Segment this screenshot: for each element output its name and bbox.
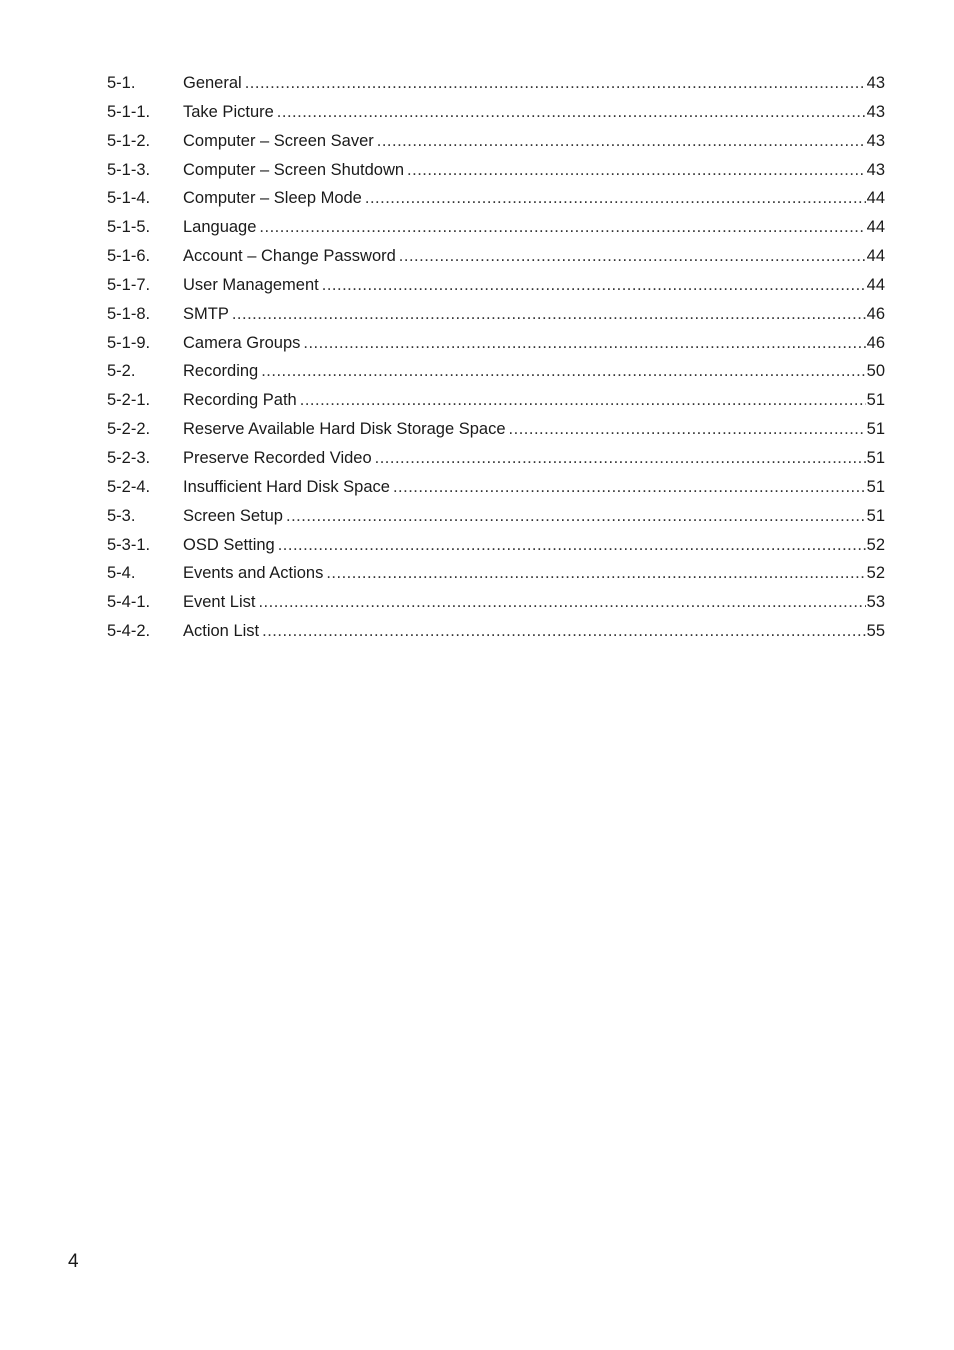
toc-entry-number: 5-2-3. — [107, 448, 151, 467]
toc-entry-number: 5-1-8. — [107, 304, 151, 323]
table-of-contents — [107, 69, 885, 646]
toc-entry-number: 5-2-4. — [107, 477, 151, 496]
toc-entry-number: 5-1-7. — [107, 275, 151, 294]
toc-entry-page: 43 — [866, 160, 885, 179]
toc-entry-page: 51 — [866, 448, 885, 467]
toc-entry-page: 44 — [866, 247, 885, 266]
toc-dot-leader — [509, 415, 866, 444]
toc-entry[interactable] — [107, 444, 885, 473]
toc-entry-number: 5-3. — [107, 506, 136, 525]
toc-entry[interactable] — [107, 156, 885, 185]
toc-entry-number: 5-1-4. — [107, 189, 151, 208]
toc-entry-page: 55 — [866, 622, 885, 641]
toc-entry-page: 50 — [866, 362, 885, 381]
toc-entry-title: Event List — [183, 593, 256, 612]
toc-entry-title: Language — [183, 218, 257, 237]
toc-entry-number: 5-1-3. — [107, 160, 151, 179]
toc-entry-number: 5-2. — [107, 362, 136, 381]
toc-entry-number: 5-1. — [107, 74, 136, 92]
toc-entry[interactable] — [107, 271, 885, 300]
toc-entry-page: 52 — [866, 564, 885, 583]
toc-entry-title: Take Picture — [183, 102, 274, 121]
toc-entry[interactable] — [107, 473, 885, 502]
toc-entry[interactable] — [107, 502, 885, 531]
toc-dot-leader — [326, 559, 865, 588]
toc-entry-title: Reserve Available Hard Disk Storage Space — [183, 420, 506, 439]
toc-dot-leader — [259, 213, 865, 242]
toc-entry-number: 5-4-1. — [107, 593, 151, 612]
toc-entry-page: 44 — [866, 189, 885, 208]
toc-entry-page: 43 — [866, 102, 885, 121]
toc-entry-number: 5-1-1. — [107, 102, 151, 121]
toc-entry[interactable] — [107, 184, 885, 213]
toc-entry[interactable] — [107, 69, 885, 98]
toc-entry[interactable] — [107, 386, 885, 415]
toc-entry-title: OSD Setting — [183, 535, 275, 554]
toc-entry-title: Camera Groups — [183, 333, 301, 352]
toc-entry-number: 5-2-1. — [107, 391, 151, 410]
toc-entry-title: SMTP — [183, 304, 229, 323]
toc-entry-title: Recording Path — [183, 391, 297, 410]
toc-dot-leader — [286, 502, 866, 531]
toc-entry-page: 44 — [866, 218, 885, 237]
toc-entry-page: 51 — [866, 420, 885, 439]
toc-dot-leader — [365, 184, 866, 213]
toc-entry[interactable] — [107, 357, 885, 386]
toc-entry-title: Recording — [183, 362, 259, 381]
page-number: 4 — [68, 1251, 79, 1272]
toc-entry[interactable] — [107, 559, 885, 588]
toc-entry-number: 5-3-1. — [107, 535, 151, 554]
toc-dot-leader — [232, 300, 866, 329]
toc-dot-leader — [277, 98, 866, 127]
toc-entry-page: 43 — [866, 74, 885, 92]
toc-entry[interactable] — [107, 300, 885, 329]
toc-entry[interactable] — [107, 617, 885, 646]
toc-entry-title: Account – Change Password — [183, 247, 396, 266]
toc-entry-page: 43 — [866, 131, 885, 150]
toc-entry-title: Computer – Screen Saver — [183, 131, 374, 150]
toc-dot-leader — [261, 357, 865, 386]
toc-entry[interactable] — [107, 98, 885, 127]
toc-dot-leader — [245, 69, 866, 98]
toc-entry[interactable] — [107, 588, 885, 617]
toc-entry-page: 51 — [866, 391, 885, 410]
toc-entry-page: 51 — [866, 477, 885, 496]
toc-dot-leader — [393, 473, 866, 502]
toc-entry-page: 51 — [866, 506, 885, 525]
toc-dot-leader — [375, 444, 866, 473]
toc-entry-title: Events and Actions — [183, 564, 324, 583]
toc-entry-number: 5-4-2. — [107, 622, 151, 641]
toc-entry-page: 44 — [866, 275, 885, 294]
toc-dot-leader — [262, 617, 866, 646]
toc-dot-leader — [322, 271, 866, 300]
toc-entry-title: User Management — [183, 275, 319, 294]
toc-entry-page: 46 — [866, 304, 885, 323]
toc-entry-title: General — [183, 74, 242, 92]
toc-entry[interactable] — [107, 415, 885, 444]
toc-entry-page: 46 — [866, 333, 885, 352]
toc-entry-number: 5-1-6. — [107, 247, 151, 266]
toc-entry-page: 52 — [866, 535, 885, 554]
toc-entry[interactable] — [107, 242, 885, 271]
toc-entry-page: 53 — [866, 593, 885, 612]
toc-dot-leader — [377, 127, 866, 156]
toc-entry-title: Action List — [183, 622, 260, 641]
toc-dot-leader — [258, 588, 865, 617]
toc-entry[interactable] — [107, 127, 885, 156]
toc-entry-title: Preserve Recorded Video — [183, 448, 372, 467]
toc-dot-leader — [407, 156, 866, 185]
toc-entry-title: Screen Setup — [183, 506, 283, 525]
toc-entry-number: 5-1-9. — [107, 333, 151, 352]
toc-dot-leader — [399, 242, 866, 271]
toc-entry-number: 5-4. — [107, 564, 136, 583]
toc-entry-title: Insufficient Hard Disk Space — [183, 477, 390, 496]
toc-entry-number: 5-1-2. — [107, 131, 151, 150]
toc-entry-title: Computer – Sleep Mode — [183, 189, 362, 208]
toc-entry-title: Computer – Screen Shutdown — [183, 160, 405, 179]
toc-entry[interactable] — [107, 531, 885, 560]
toc-entry[interactable] — [107, 329, 885, 358]
toc-entry[interactable] — [107, 213, 885, 242]
toc-dot-leader — [278, 531, 866, 560]
toc-entry-number: 5-2-2. — [107, 420, 151, 439]
toc-dot-leader — [300, 386, 866, 415]
toc-dot-leader — [303, 329, 865, 358]
toc-entry-number: 5-1-5. — [107, 218, 151, 237]
